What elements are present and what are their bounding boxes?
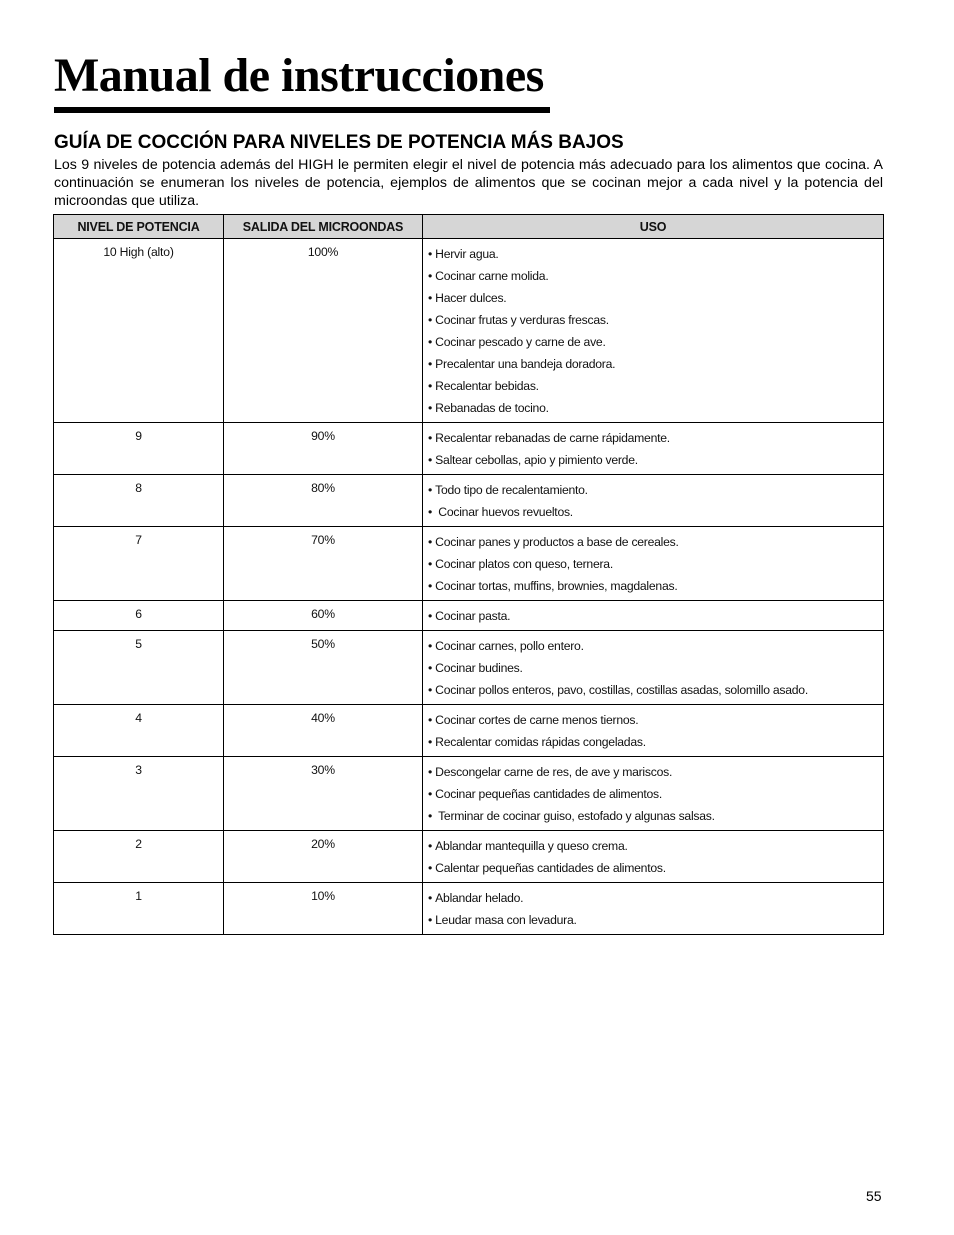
- table-row: [54, 705, 884, 757]
- header-microwave-output: SALIDA DEL MICROONDAS: [224, 215, 423, 239]
- power-level-cell: 1: [54, 883, 224, 935]
- use-list-item: • Cocinar pasta.: [428, 605, 879, 627]
- table-row: [54, 601, 884, 631]
- use-cell: [423, 883, 884, 935]
- use-list-item: • Calentar pequeñas cantidades de alimentos.: [428, 857, 879, 879]
- use-list: [428, 761, 879, 827]
- use-list-item: • Recalentar rebanadas de carne rápidamente.: [428, 427, 879, 449]
- use-list: [428, 427, 879, 471]
- use-list-item: • Hervir agua.: [428, 243, 879, 265]
- table-row: [54, 475, 884, 527]
- table-row: [54, 883, 884, 935]
- microwave-output-cell: 10%: [224, 883, 423, 935]
- use-cell: [423, 757, 884, 831]
- use-list: [428, 887, 879, 931]
- use-cell: [423, 527, 884, 601]
- table-row: [54, 757, 884, 831]
- use-list-item: • Rebanadas de tocino.: [428, 397, 879, 419]
- use-list-item: • Recalentar bebidas.: [428, 375, 879, 397]
- table-header-row: [54, 215, 884, 239]
- use-list: [428, 243, 879, 419]
- power-level-cell: 9: [54, 423, 224, 475]
- power-level-cell: 6: [54, 601, 224, 631]
- use-list-item: • Cocinar huevos revueltos.: [428, 501, 879, 523]
- microwave-output-cell: 60%: [224, 601, 423, 631]
- use-cell: [423, 423, 884, 475]
- power-level-cell: 10 High (alto): [54, 239, 224, 423]
- use-list-item: • Cocinar carne molida.: [428, 265, 879, 287]
- use-list-item: • Ablandar mantequilla y queso crema.: [428, 835, 879, 857]
- power-level-cell: 2: [54, 831, 224, 883]
- microwave-output-cell: 90%: [224, 423, 423, 475]
- microwave-output-cell: 30%: [224, 757, 423, 831]
- intro-paragraph: Los 9 niveles de potencia además del HIGH le permiten elegir el nivel de potencia más adecuado para los alimentos que cocina. A continuación se enumeran los niveles de potencia, ejemplos de alimentos que se cocinan mejor a cada nivel y la potencia del microondas que utiliza.: [54, 157, 883, 209]
- use-list-item: • Cocinar frutas y verduras frescas.: [428, 309, 879, 331]
- use-list-item: • Cocinar budines.: [428, 657, 879, 679]
- use-cell: [423, 631, 884, 705]
- use-list: [428, 709, 879, 753]
- use-list: [428, 835, 879, 879]
- use-list: [428, 605, 879, 627]
- microwave-output-cell: 100%: [224, 239, 423, 423]
- use-cell: [423, 831, 884, 883]
- table-row: [54, 831, 884, 883]
- power-level-cell: 5: [54, 631, 224, 705]
- use-list-item: • Saltear cebollas, apio y pimiento verde.: [428, 449, 879, 471]
- use-list: [428, 479, 879, 523]
- use-list-item: • Precalentar una bandeja doradora.: [428, 353, 879, 375]
- use-list-item: • Descongelar carne de res, de ave y mariscos.: [428, 761, 879, 783]
- use-list-item: • Leudar masa con levadura.: [428, 909, 879, 931]
- page-number: 55: [866, 1188, 882, 1204]
- power-level-cell: 8: [54, 475, 224, 527]
- power-level-table: [53, 214, 884, 935]
- table-row: [54, 527, 884, 601]
- microwave-output-cell: 80%: [224, 475, 423, 527]
- use-list-item: • Recalentar comidas rápidas congeladas.: [428, 731, 879, 753]
- use-list-item: • Cocinar pollos enteros, pavo, costillas, costillas asadas, solomillo asado.: [428, 679, 879, 701]
- power-level-cell: 7: [54, 527, 224, 601]
- microwave-output-cell: 70%: [224, 527, 423, 601]
- power-level-cell: 3: [54, 757, 224, 831]
- use-list-item: • Cocinar cortes de carne menos tiernos.: [428, 709, 879, 731]
- page-title: Manual de instrucciones: [54, 49, 544, 102]
- use-list-item: • Cocinar pequeñas cantidades de alimentos.: [428, 783, 879, 805]
- table-row: [54, 423, 884, 475]
- use-list-item: • Hacer dulces.: [428, 287, 879, 309]
- microwave-output-cell: 20%: [224, 831, 423, 883]
- use-cell: [423, 475, 884, 527]
- use-cell: [423, 239, 884, 423]
- table-row: [54, 239, 884, 423]
- section-heading: GUÍA DE COCCIÓN PARA NIVELES DE POTENCIA MÁS BAJOS: [54, 132, 624, 153]
- microwave-output-cell: 50%: [224, 631, 423, 705]
- use-list-item: • Cocinar tortas, muffins, brownies, magdalenas.: [428, 575, 879, 597]
- use-list: [428, 635, 879, 701]
- use-list-item: • Cocinar platos con queso, ternera.: [428, 553, 879, 575]
- title-underline: [54, 107, 550, 113]
- use-list-item: • Terminar de cocinar guiso, estofado y algunas salsas.: [428, 805, 879, 827]
- header-use: USO: [423, 215, 884, 239]
- table-row: [54, 631, 884, 705]
- use-list-item: • Cocinar carnes, pollo entero.: [428, 635, 879, 657]
- header-power-level: NIVEL DE POTENCIA: [54, 215, 224, 239]
- use-list-item: • Cocinar panes y productos a base de cereales.: [428, 531, 879, 553]
- table-body: [54, 239, 884, 935]
- use-list-item: • Todo tipo de recalentamiento.: [428, 479, 879, 501]
- use-cell: [423, 601, 884, 631]
- use-list-item: • Cocinar pescado y carne de ave.: [428, 331, 879, 353]
- use-list: [428, 531, 879, 597]
- use-cell: [423, 705, 884, 757]
- microwave-output-cell: 40%: [224, 705, 423, 757]
- power-level-cell: 4: [54, 705, 224, 757]
- use-list-item: • Ablandar helado.: [428, 887, 879, 909]
